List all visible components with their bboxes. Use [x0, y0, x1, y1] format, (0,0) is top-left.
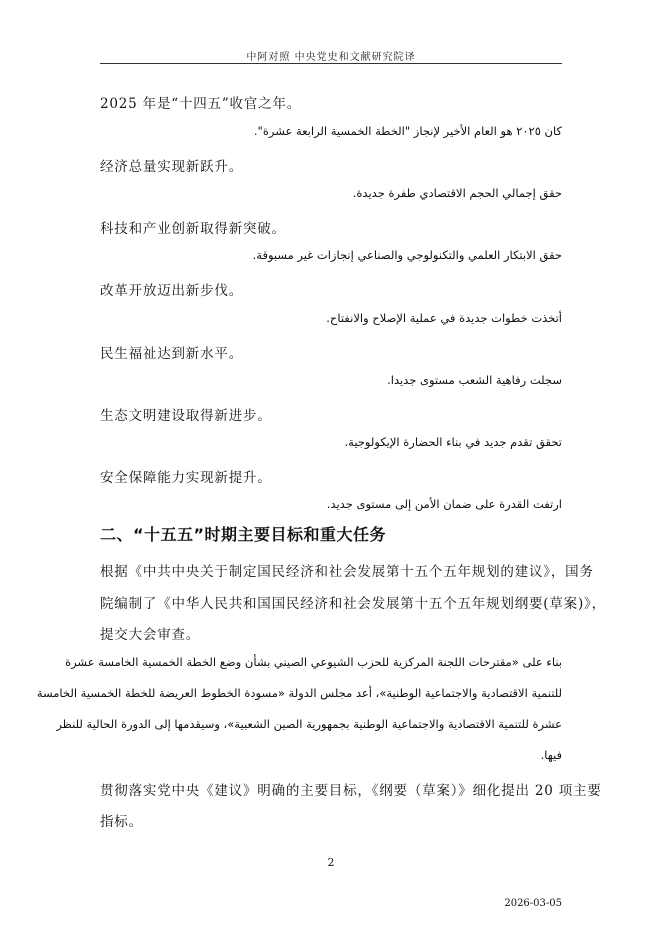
header-rule: [100, 63, 562, 64]
ar-sentence-2: حقق إجمالي الحجم الاقتصادي طفرة جديدة.: [352, 186, 562, 200]
zh-paragraph-1-line: 根据《中共中央关于制定国民经济和社会发展第十五个五年规划的建议》，国务: [100, 564, 594, 580]
zh-sentence-5: 民生福祉达到新水平。: [100, 346, 243, 362]
zh-paragraph-1-line: 提交大会审查。: [100, 627, 201, 643]
ar-paragraph-1-line: للتنمية الاقتصادية والاجتماعية الوطنية»، أعد مجلس الدولة «مسودة الخطوط العريضة للخطة الخمسية الخامسة: [36, 686, 562, 700]
ar-sentence-4: أتخذت خطوات جديدة في عملية الإصلاح والانفتاح.: [326, 311, 562, 325]
ar-sentence-3: حقق الابتكار العلمي والتكنولوجي والصناعي إنجازات غير مسبوقة.: [252, 248, 562, 262]
zh-sentence-2: 经济总量实现新跃升。: [100, 159, 243, 175]
ar-paragraph-1-line: بناء على «مقترحات اللجنة المركزية للحزب الشيوعي الصيني بشأن وضع الخطة الخمسية الخامسة عشرة: [65, 655, 562, 669]
ar-paragraph-1-line: فيها.: [540, 748, 562, 762]
zh-sentence-4: 改革开放迈出新步伐。: [100, 283, 243, 299]
ar-sentence-5: سجلت رفاهية الشعب مستوى جديدا.: [387, 373, 562, 387]
zh-paragraph-1-line: 院编制了《中华人民共和国国民经济和社会发展第十五个五年规划纲要(草案)》，: [100, 596, 606, 612]
zh-paragraph-2-line: 指标。: [100, 814, 143, 830]
page-number: 2: [327, 856, 335, 869]
ar-sentence-6: تحقق تقدم جديد في بناء الحضارة الإيكولوجية.: [344, 435, 562, 449]
zh-sentence-1: 2025 年是“十四五”收官之年。: [100, 96, 302, 112]
ar-sentence-7: ارتفت القدرة على ضمان الأمن إلى مستوى جديد.: [326, 497, 562, 511]
section-heading: 二、“十五五”时期主要目标和重大任务: [100, 525, 387, 544]
zh-sentence-3: 科技和产业创新取得新突破。: [100, 221, 286, 237]
zh-paragraph-2-line: 贯彻落实党中央《建议》明确的主要目标，《纲要（草案）》细化提出 20 项主要: [100, 783, 602, 799]
document-date: 2026-03-05: [504, 898, 562, 909]
ar-sentence-1: كان ٢٠٢٥ هو العام الأخير لإنجاز "الخطة الخمسية الرابعة عشرة".: [253, 124, 562, 138]
document-header: 中阿对照 中央党史和文献研究院译: [246, 52, 416, 63]
zh-sentence-7: 安全保障能力实现新提升。: [100, 470, 272, 486]
ar-paragraph-1-line: عشرة للتنمية الاقتصادية والاجتماعية الوطنية بجمهورية الصين الشعبية»، وسيقدمها إلى الدورة الحالية للنظر: [56, 717, 562, 731]
zh-sentence-6: 生态文明建设取得新进步。: [100, 408, 272, 424]
